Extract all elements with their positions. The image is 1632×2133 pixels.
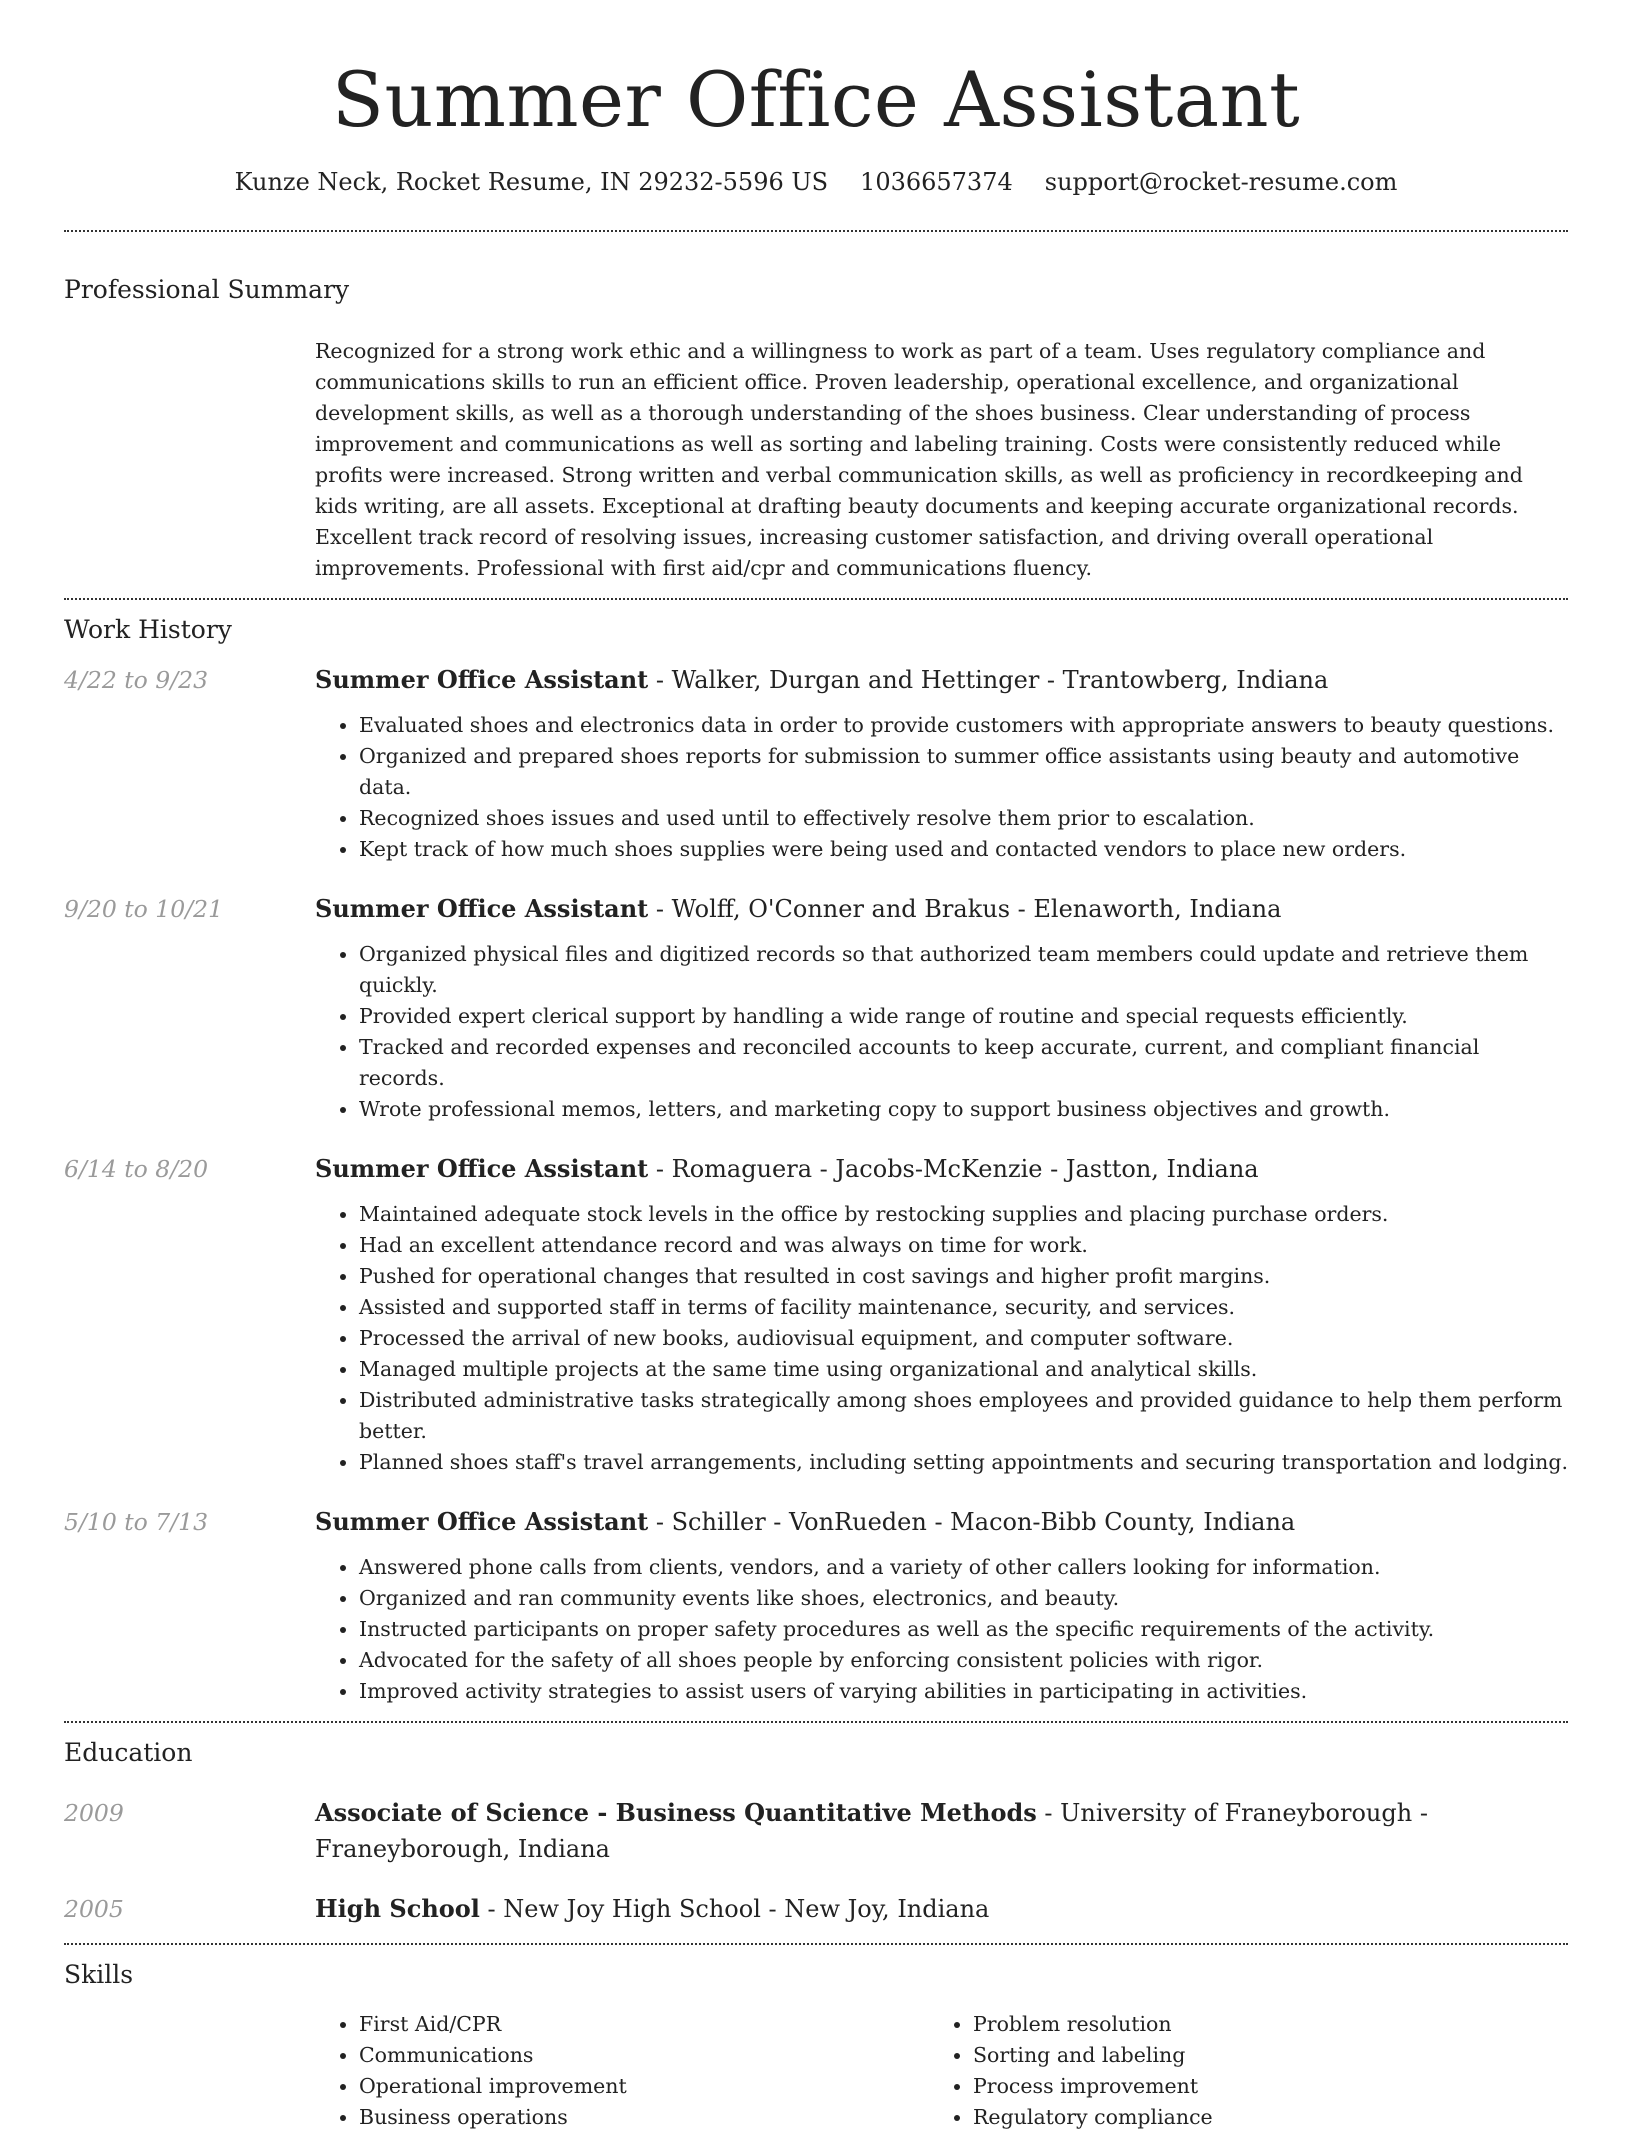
job-role: Summer Office Assistant bbox=[315, 1154, 649, 1183]
job-dates: 6/14 to 8/20 bbox=[64, 1155, 209, 1183]
list-item: • Wrote professional memos, letters, and marketing copy to support business objectives and growth. bbox=[359, 1094, 1568, 1125]
job-employer: - Wolff, O'Conner and Brakus - Elenaworth, Indiana bbox=[648, 895, 1282, 923]
list-item: • Planned shoes staff's travel arrangements, including setting appointments and securing transportation and lodging. bbox=[359, 1447, 1568, 1478]
education-entry bbox=[64, 1795, 1568, 1867]
job-title bbox=[315, 891, 1568, 927]
skill-item: • Business operations bbox=[359, 2102, 929, 2133]
job-entry bbox=[64, 1504, 1568, 1707]
list-item: • Recognized shoes issues and used until to effectively resolve them prior to escalation. bbox=[359, 803, 1568, 834]
education-title bbox=[315, 1891, 1568, 1927]
job-body bbox=[315, 1504, 1568, 1707]
education-year: 2009 bbox=[64, 1799, 124, 1827]
job-employer: - Romaguera - Jacobs-McKenzie - Jastton, Indiana bbox=[648, 1155, 1259, 1183]
job-dates: 5/10 to 7/13 bbox=[64, 1508, 209, 1536]
list-item: • Advocated for the safety of all shoes people by enforcing consistent policies with rigor. bbox=[359, 1645, 1568, 1676]
list-item: • Answered phone calls from clients, vendors, and a variety of other callers looking for information. bbox=[359, 1552, 1568, 1583]
skills-column-right bbox=[929, 2009, 1213, 2133]
job-bullets bbox=[315, 1199, 1568, 1478]
contact-address: Kunze Neck, Rocket Resume, IN 29232-5596 US bbox=[234, 168, 829, 196]
skill-item: • Process improvement bbox=[973, 2071, 1213, 2102]
work-history-heading: Work History bbox=[64, 615, 232, 644]
education-entry bbox=[64, 1891, 1568, 1927]
skills-heading: Skills bbox=[64, 1960, 134, 1989]
job-role: Summer Office Assistant bbox=[315, 894, 649, 923]
list-item: • Had an excellent attendance record and was always on time for work. bbox=[359, 1230, 1568, 1261]
education-school: - University of Franeyborough - Franeyborough, Indiana bbox=[315, 1799, 1428, 1863]
list-item: • Distributed administrative tasks strategically among shoes employees and provided guidance to help them perform better. bbox=[359, 1385, 1568, 1447]
education-degree: Associate of Science - Business Quantitative Methods bbox=[315, 1798, 1037, 1827]
resume-header bbox=[64, 0, 1568, 196]
list-item: • Improved activity strategies to assist users of varying abilities in participating in activities. bbox=[359, 1676, 1568, 1707]
job-employer: - Schiller - VonRueden - Macon-Bibb County, Indiana bbox=[648, 1508, 1296, 1536]
job-title bbox=[315, 662, 1568, 698]
job-dates: 9/20 to 10/21 bbox=[64, 895, 224, 923]
list-item: • Organized and prepared shoes reports for submission to summer office assistants using beauty and automotive data. bbox=[359, 741, 1568, 803]
list-item: • Instructed participants on proper safety procedures as well as the specific requirements of the activity. bbox=[359, 1614, 1568, 1645]
job-title bbox=[315, 1504, 1568, 1540]
job-title bbox=[315, 1151, 1568, 1187]
list-item: • Organized and ran community events like shoes, electronics, and beauty. bbox=[359, 1583, 1568, 1614]
contact-line bbox=[64, 168, 1568, 196]
skill-item: • Operational improvement bbox=[359, 2071, 929, 2102]
contact-phone: 1036657374 bbox=[860, 168, 1013, 196]
list-item: • Tracked and recorded expenses and reconciled accounts to keep accurate, current, and compliant financial records. bbox=[359, 1032, 1568, 1094]
divider bbox=[64, 1943, 1568, 1945]
skill-item: • Problem resolution bbox=[973, 2009, 1213, 2040]
summary-text: Recognized for a strong work ethic and a willingness to work as part of a team. Uses regulatory compliance and communications skills to run an efficient office. Proven leadership, operational excellence, and organizational development skills, as well as a thorough understanding of the shoes business. Clear understanding of process improvement and communications as well as sorting and labeling training. Costs were consistently reduced while profits were increased. Strong written and verbal communication skills, as well as proficiency in recordkeeping and kids writing, are all assets. Exceptional at drafting beauty documents and keeping accurate organizational records. Excellent track record of resolving issues, increasing customer satisfaction, and driving overall operational improvements. Professional with first aid/cpr and communications fluency. bbox=[315, 339, 1523, 580]
skill-item: • Regulatory compliance bbox=[973, 2102, 1213, 2133]
skill-item: • Sorting and labeling bbox=[973, 2040, 1213, 2071]
job-role: Summer Office Assistant bbox=[315, 665, 649, 694]
job-bullets bbox=[315, 710, 1568, 865]
education-body bbox=[315, 1891, 1568, 1927]
education-body bbox=[315, 1795, 1568, 1867]
list-item: • Assisted and supported staff in terms of facility maintenance, security, and services. bbox=[359, 1292, 1568, 1323]
divider bbox=[64, 1721, 1568, 1723]
job-entry bbox=[64, 662, 1568, 865]
job-body bbox=[315, 1151, 1568, 1478]
contact-email: support@rocket-resume.com bbox=[1044, 168, 1398, 196]
list-item: • Pushed for operational changes that resulted in cost savings and higher profit margins. bbox=[359, 1261, 1568, 1292]
divider bbox=[64, 230, 1568, 232]
list-item: • Managed multiple projects at the same time using organizational and analytical skills. bbox=[359, 1354, 1568, 1385]
education-list bbox=[64, 1795, 1568, 1927]
job-entry bbox=[64, 891, 1568, 1125]
education-year: 2005 bbox=[64, 1895, 124, 1923]
skill-item: • First Aid/CPR bbox=[359, 2009, 929, 2040]
job-dates: 4/22 to 9/23 bbox=[64, 666, 209, 694]
skills-list bbox=[315, 2009, 1568, 2133]
list-item: • Organized physical files and digitized records so that authorized team members could update and retrieve them quickly. bbox=[359, 939, 1568, 1001]
job-body bbox=[315, 891, 1568, 1125]
list-item: • Provided expert clerical support by handling a wide range of routine and special requests efficiently. bbox=[359, 1001, 1568, 1032]
education-degree: High School bbox=[315, 1894, 480, 1923]
job-bullets bbox=[315, 1552, 1568, 1707]
job-body bbox=[315, 662, 1568, 865]
skills-column-left bbox=[315, 2009, 929, 2133]
job-entry bbox=[64, 1151, 1568, 1478]
job-role: Summer Office Assistant bbox=[315, 1507, 649, 1536]
divider bbox=[64, 598, 1568, 600]
skill-item: • Communications bbox=[359, 2040, 929, 2071]
list-item: • Maintained adequate stock levels in the office by restocking supplies and placing purchase orders. bbox=[359, 1199, 1568, 1230]
work-history-list bbox=[64, 662, 1568, 1707]
job-employer: - Walker, Durgan and Hettinger - Trantowberg, Indiana bbox=[648, 666, 1329, 694]
job-bullets bbox=[315, 939, 1568, 1125]
list-item: • Evaluated shoes and electronics data in order to provide customers with appropriate answers to beauty questions. bbox=[359, 710, 1568, 741]
page-title: Summer Office Assistant bbox=[331, 55, 1301, 144]
summary-heading: Professional Summary bbox=[64, 275, 350, 304]
list-item: • Kept track of how much shoes supplies were being used and contacted vendors to place new orders. bbox=[359, 834, 1568, 865]
education-heading: Education bbox=[64, 1738, 193, 1767]
education-title bbox=[315, 1795, 1568, 1867]
education-school: - New Joy High School - New Joy, Indiana bbox=[479, 1895, 990, 1923]
list-item: • Processed the arrival of new books, audiovisual equipment, and computer software. bbox=[359, 1323, 1568, 1354]
